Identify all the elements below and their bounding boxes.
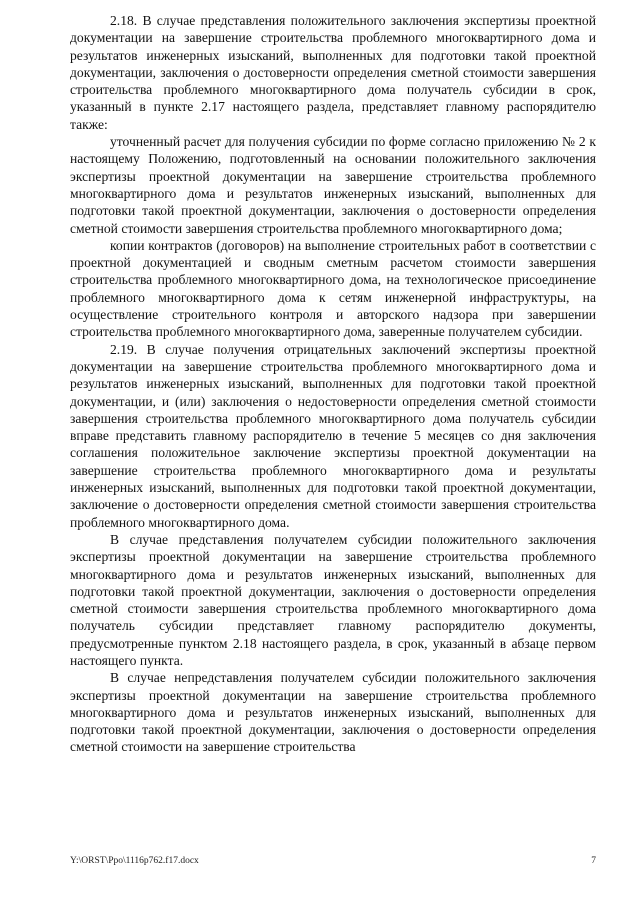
- paragraph-positive-conclusion: В случае представления получателем субсидии положительного заключения экспертизы проектной документации на завершение строительства проблемного многоквартирного дома и результатов инженерных изысканий, выполненных для подготовки такой проектной документации, заключения о достоверности определения сметной стоимости завершения строительства проблемного многоквартирного дома получатель субсидии представляет главному распорядителю документы, предусмотренные пунктом 2.18 настоящего раздела, в срок, указанный в абзаце первом настоящего пункта.: [70, 531, 596, 668]
- document-body: [70, 12, 596, 756]
- paragraph-2-18: 2.18. В случае представления положительного заключения экспертизы проектной документации на завершение строительства проблемного многоквартирного дома и результатов инженерных изысканий, выполненных для подготовки такой проектной документации, заключения о достоверности определения сметной стоимости завершения строительства проблемного многоквартирного дома получатель субсидии в срок, указанный в пункте 2.17 настоящего раздела, представляет главному распорядителю также:: [70, 13, 596, 132]
- paragraph-2-19: 2.19. В случае получения отрицательных заключений экспертизы проектной документации на завершение строительства проблемного многоквартирного дома и результатов инженерных изысканий, выполненных для подготовки такой проектной документации, и (или) заключения о недостоверности определения сметной стоимости завершения строительства проблемного многоквартирного дома получатель субсидии вправе представить главному распорядителю в течение 5 месяцев со дня заключения соглашения положительное заключение экспертизы проектной документации на завершение строительства проблемного многоквартирного дома и результаты инженерных изысканий, выполненных для подготовки такой проектной документации, заключение о достоверности определения сметной стоимости завершения строительства проблемного многоквартирного дома.: [70, 341, 596, 530]
- page-number: 7: [591, 856, 596, 866]
- footer-file-path: Y:\ORST\Ppo\1116p762.f17.docx: [70, 856, 199, 866]
- paragraph-contract-copies: копии контрактов (договоров) на выполнение строительных работ в соответствии с проектной документацией и сводным сметным расчетом стоимости завершения строительства проблемного многоквартирного дома, на технологическое присоединение проблемного многоквартирного дома к сетям инженерной инфраструктуры, на осуществление строительного контроля и авторского надзора при завершении строительства проблемного многоквартирного дома, заверенные получателем субсидии.: [70, 237, 596, 340]
- paragraph-recalculation: уточненный расчет для получения субсидии по форме согласно приложению № 2 к настоящему Положению, подготовленный на основании положительного заключения экспертизы проектной документации на завершение строительства проблемного многоквартирного дома и результатов инженерных изысканий, выполненных для подготовки такой проектной документации, заключения о достоверности определения сметной стоимости завершения строительства проблемного многоквартирного дома;: [70, 134, 596, 236]
- paragraph-non-submission: В случае непредставления получателем субсидии положительного заключения экспертизы проектной документации на завершение строительства проблемного многоквартирного дома и результатов инженерных изысканий, выполненных для подготовки такой проектной документации, заключения о достоверности определения сметной стоимости на завершение строительства: [70, 670, 596, 755]
